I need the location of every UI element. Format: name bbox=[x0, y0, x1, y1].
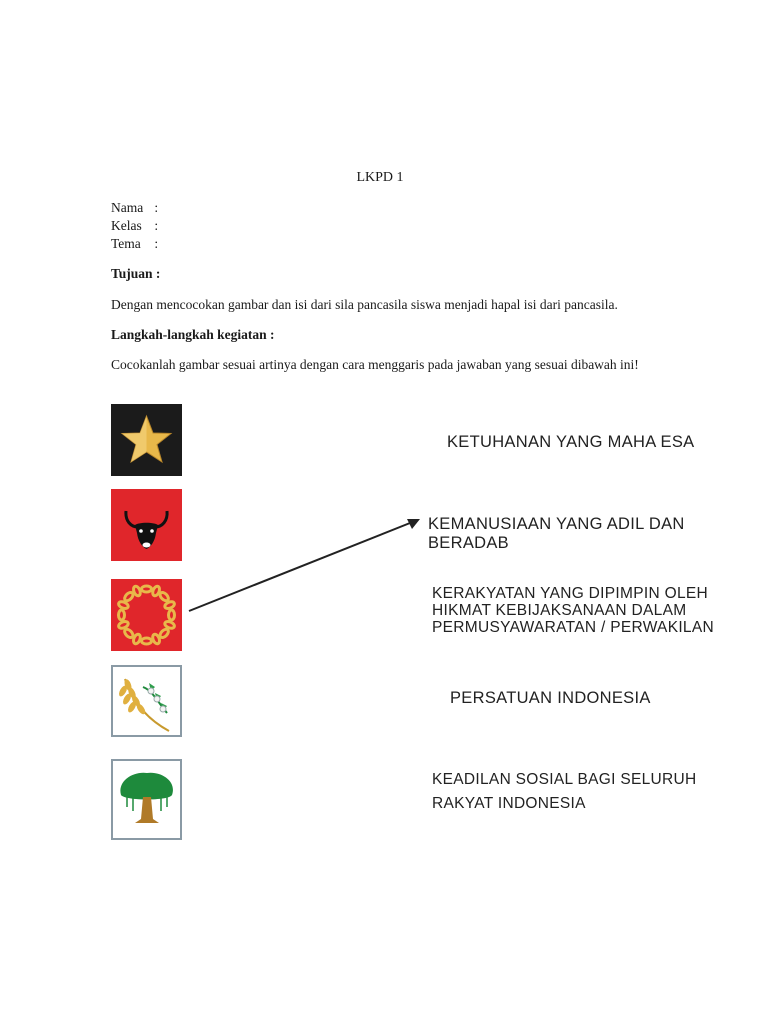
tujuan-heading: Tujuan : bbox=[111, 266, 161, 281]
chain-icon bbox=[111, 579, 182, 651]
rice-cotton-icon bbox=[113, 667, 180, 735]
symbol-bull bbox=[111, 489, 182, 561]
instruction-text: Cocokanlah gambar sesuai artinya dengan cara menggaris pada jawaban yang sesuai dibawah ini! bbox=[111, 357, 639, 372]
field-separator: : bbox=[154, 236, 159, 251]
sila-line: RAKYAT INDONESIA bbox=[432, 795, 586, 812]
symbol-chain bbox=[111, 579, 182, 651]
sila-line: KEADILAN SOSIAL BAGI SELURUH bbox=[432, 771, 697, 788]
sila-option-4: PERSATUAN INDONESIA bbox=[450, 689, 651, 707]
tujuan-text: Dengan mencocokan gambar dan isi dari sila pancasila siswa menjadi hapal isi dari pancasila. bbox=[111, 297, 618, 312]
sila-line: KERAKYATAN YANG DIPIMPIN OLEH bbox=[432, 585, 708, 602]
sila-option-1: KETUHANAN YANG MAHA ESA bbox=[447, 433, 695, 451]
field-label: Nama bbox=[111, 200, 144, 215]
sila-option-2: KEMANUSIAAN YANG ADIL DAN BERADAB bbox=[428, 515, 685, 552]
symbol-rice-cotton bbox=[111, 665, 182, 737]
field-separator: : bbox=[154, 218, 159, 233]
sila-line: HIKMAT KEBIJAKSANAAN DALAM bbox=[432, 602, 687, 619]
sila-option-5 bbox=[432, 768, 697, 816]
star-icon bbox=[111, 404, 182, 476]
banyan-tree-icon bbox=[113, 761, 180, 838]
langkah-heading: Langkah-langkah kegiatan : bbox=[111, 327, 275, 342]
bull-head-icon bbox=[111, 489, 182, 561]
sila-option-3 bbox=[432, 585, 714, 636]
field-nama bbox=[111, 200, 158, 216]
field-tema bbox=[111, 236, 158, 252]
field-label: Kelas bbox=[111, 218, 142, 233]
document-title: LKPD 1 bbox=[356, 170, 404, 185]
sila-line: PERMUSYAWARATAN / PERWAKILAN bbox=[432, 619, 714, 636]
field-label: Tema bbox=[111, 236, 141, 251]
symbol-star bbox=[111, 404, 182, 476]
field-separator: : bbox=[154, 200, 159, 215]
symbol-banyan bbox=[111, 759, 182, 840]
field-kelas bbox=[111, 218, 158, 234]
